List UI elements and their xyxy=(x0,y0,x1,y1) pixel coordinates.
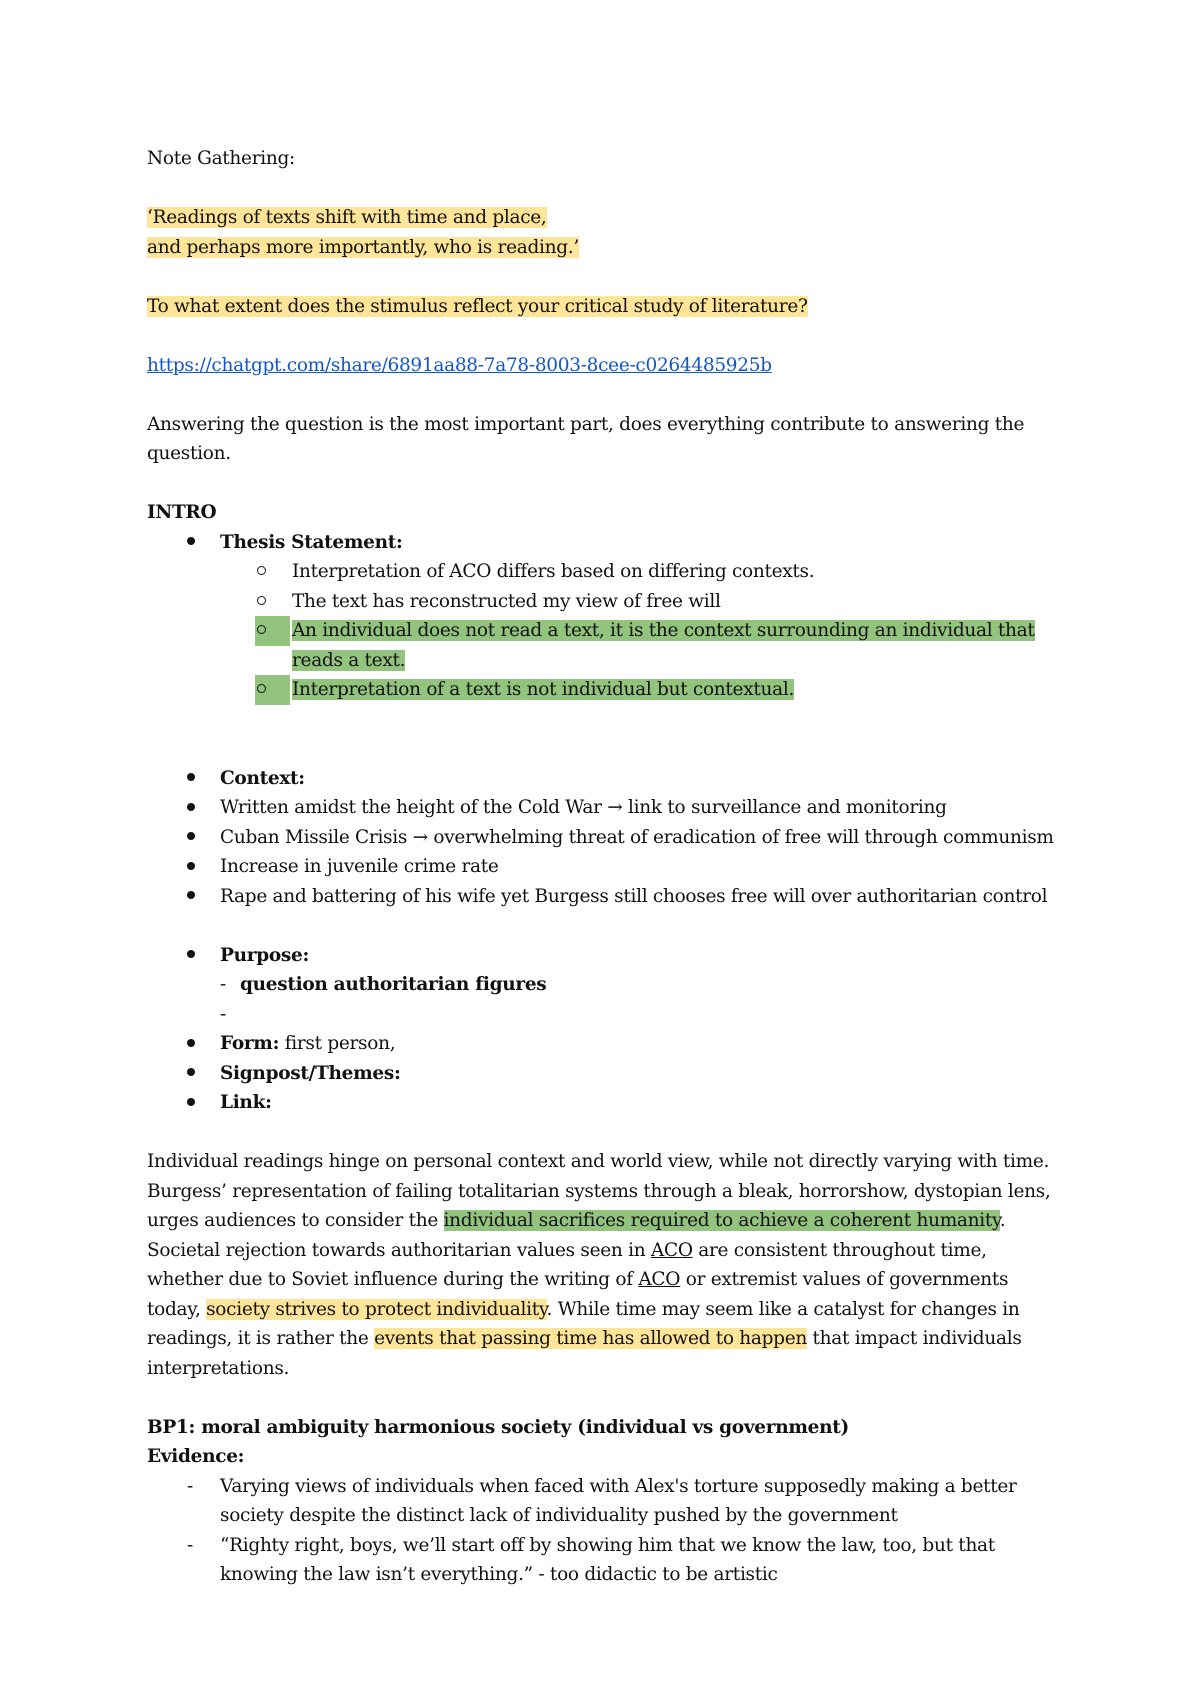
purpose-list xyxy=(147,941,1100,1118)
quote-line-2: and perhaps more importantly, who is reading.’ xyxy=(147,236,579,258)
thesis-sub-item: Interpretation of a text is not individual but contextual. xyxy=(147,675,1100,705)
essay-question xyxy=(147,292,1100,322)
intro-list xyxy=(147,528,1100,705)
intro-heading: INTRO xyxy=(147,502,217,523)
bullet-icon xyxy=(187,891,195,899)
purpose-sub-empty: - xyxy=(220,1003,226,1025)
context-item: Cuban Missile Crisis → overwhelming threat of eradication of free will through communism xyxy=(147,823,1100,853)
bullet-icon xyxy=(187,950,195,958)
intro-paragraph: Individual readings hinge on personal context and world view, while not directly varying with time. Burgess’ representation of failing totalitarian systems through a bleak, horrorshow, dystopian lens, urges audiences to consider the individual sacrifices required to achieve a coherent humanity. Societal rejection towards authoritarian values seen in ACO are consistent throughout time, whether due to Soviet influence during the writing of ACO or extremist values of governments today, society strives to protect individuality. While time may seem like a catalyst for changes in readings, it is rather the events that passing time has allowed to happen that impact individuals interpretations. xyxy=(147,1151,1051,1379)
hollow-bullet-icon xyxy=(257,625,266,634)
bullet-icon xyxy=(187,832,195,840)
purpose-item: Purpose: xyxy=(147,941,1100,971)
question-text: To what extent does the stimulus reflect your critical study of literature? xyxy=(147,295,808,317)
bullet-icon xyxy=(187,537,195,545)
bullet-icon xyxy=(187,803,195,811)
hollow-bullet-icon xyxy=(257,596,266,605)
context-item: Written amidst the height of the Cold War → link to surveillance and monitoring xyxy=(147,793,1100,823)
evidence-item: - “Righty right, boys, we’ll start off by showing him that we know the law, too, but that knowing the law isn’t everything.” - too didactic to be artistic xyxy=(187,1534,995,1585)
thesis-sub-item: The text has reconstructed my view of free will xyxy=(147,587,1100,617)
thesis-sub-item: An individual does not read a text, it is the context surrounding an individual that reads a text. xyxy=(147,616,1100,675)
hollow-bullet-icon xyxy=(257,566,266,575)
bullet-icon xyxy=(187,1039,195,1047)
context-item: Context: xyxy=(147,764,1100,794)
link-item: Link: xyxy=(147,1088,1100,1118)
thesis-label: Thesis Statement: xyxy=(220,531,403,553)
signpost-item: Signpost/Themes: xyxy=(147,1059,1100,1089)
bp1-heading: BP1: moral ambiguity harmonious society (individual vs government) xyxy=(147,1416,849,1438)
evidence-item: - Varying views of individuals when faced with Alex's torture supposedly making a better society despite the distinct lack of individuality pushed by the government xyxy=(187,1475,1017,1526)
bullet-icon xyxy=(187,773,195,781)
thesis-item xyxy=(147,528,1100,558)
evidence-list xyxy=(147,1472,1067,1590)
context-list xyxy=(147,764,1100,912)
purpose-sub-item: - question authoritarian figures xyxy=(220,974,547,995)
chatgpt-share-link[interactable]: https://chatgpt.com/share/6891aa88-7a78-8003-8cee-c0264485925b xyxy=(147,354,772,376)
context-item: Increase in juvenile crime rate xyxy=(147,852,1100,882)
thesis-sub-item: Interpretation of ACO differs based on differing contexts. xyxy=(147,557,1100,587)
form-item: Form: first person, xyxy=(147,1029,1100,1059)
bullet-icon xyxy=(187,1068,195,1076)
quote-line-1: ‘Readings of texts shift with time and place, xyxy=(147,207,547,228)
bullet-icon xyxy=(187,1098,195,1106)
instruction-note: Answering the question is the most important part, does everything contribute to answering the question. xyxy=(147,413,1025,464)
stimulus-quote xyxy=(147,203,1100,262)
doc-title: Note Gathering: xyxy=(147,148,295,169)
chat-link-line xyxy=(147,351,1100,381)
context-item: Rape and battering of his wife yet Burgess still chooses free will over authoritarian control xyxy=(147,882,1100,912)
hollow-bullet-icon xyxy=(257,684,266,693)
evidence-label: Evidence: xyxy=(147,1446,245,1467)
bullet-icon xyxy=(187,862,195,870)
